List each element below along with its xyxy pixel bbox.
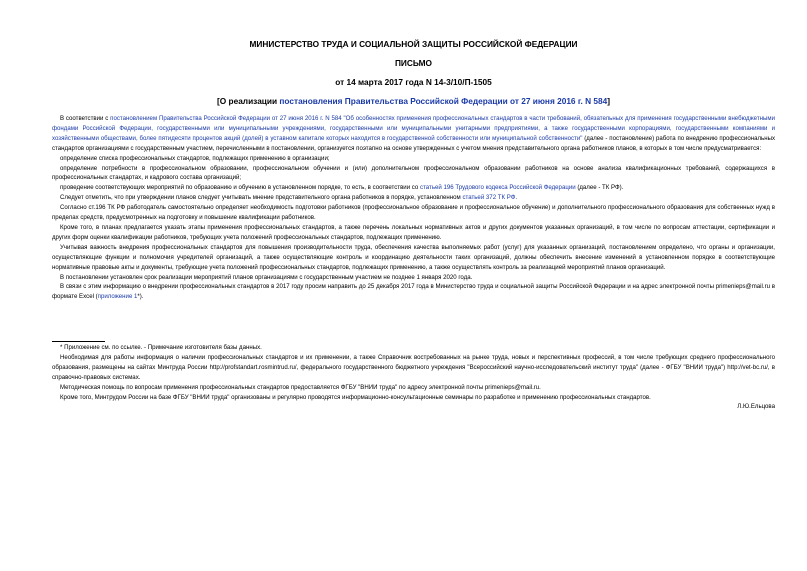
footnote-appendix: * Приложение см. по ссылке. - Примечание изготовителя базы данных. xyxy=(60,344,262,351)
paragraph-importance: Учитывая важность внедрения профессиональных стандартов для повышения производительности труда, обеспечения качества выполняемых работ (услуг) для указанных организаций, постановлением определено, что органы и организации, осуществляющие функции и полномочия учредителей организаций, а также осуществляющие контроль и координацию деятельности таких организаций, должны обеспечить внесение изменений в установленном порядке в соответствующие нормативные правовые акты и документы, требующие учета положений профессиональных стандартов, подлежащих применению, а также осуществлять контроль за реализацией мероприятий планов организаций. xyxy=(52,243,775,271)
article-372-link[interactable]: статьей 372 ТК РФ xyxy=(462,194,516,202)
footnote-seminars: Кроме того, Минтрудом России на базе ФГБУ "ВНИИ труда" организованы и регулярно проводятся информационно-консультационные семинары по разработке и применению профессиональных стандартов. xyxy=(60,393,651,401)
paragraph-request xyxy=(52,282,775,302)
text-run: *). xyxy=(137,293,144,301)
text-run: (далее - постановление) работа по внедрению профессиональных стандартов организациями с государственным участием, перечисленными в постановлении, организуется поэтапно на основе утвержденных с учетом мнения представительного органа работников планов, в которых в том числе предусматривается: xyxy=(52,134,775,152)
paragraph-list-item-1: определение списка профессиональных стандартов, подлежащих применению в организации; xyxy=(60,154,330,162)
text-run: . xyxy=(515,194,518,202)
document-subject xyxy=(52,96,775,106)
document-body xyxy=(52,114,775,302)
footnote-method-help: Методическая помощь по вопросам применения профессиональных стандартов предоставляется ФГБУ "ВНИИ труда" по адресу электронной почты primenieps@mail.ru. xyxy=(60,383,541,391)
subject-link[interactable]: постановления Правительства Российской Федерации от 27 июня 2016 г. N 584 xyxy=(279,96,608,106)
appendix-link[interactable]: приложение 1 xyxy=(97,293,138,301)
text-run: Следует отметить, что при утверждении планов следует учитывать мнение представительного органа работников в порядке, установленном xyxy=(60,194,463,202)
footnote-resources: Необходимая для работы информация о наличии профессиональных стандартов и их применении, а также Справочник востребованных на рынке труда, новых и перспективных профессий, в том числе требующих среднего профессионального образования, размещены на сайтах Минтруда России http://profstandart.rosmintrud.ru/, федерального государственного бюджетного учреждения "Всероссийский научно-исследовательский институт труда" (далее - ФГБУ "ВНИИ труда") http://vet-bc.ru/, в справочно-правовых системах. xyxy=(52,353,775,381)
subject-suffix: ] xyxy=(607,96,610,106)
paragraph-approval xyxy=(52,193,775,203)
paragraph-list-item-3 xyxy=(52,183,775,193)
article-196-link[interactable]: статьей 196 Трудового кодекса Российской Федерации xyxy=(420,184,576,192)
decree-link[interactable]: постановлением Правительства Российской Федерации от 27 июня 2016 г. N 584 "Об особенностях применения профессиональных стандартов в части требований, обязательных для применения государственными внебюджетными фондами Российской Федерации, государственными или муниципальными учреждениями, государственными или муниципальными унитарными предприятиями, а также государственными корпорациями, государственными компаниями и хозяйственными обществами, более пятидесяти процентов акций (долей) в уставном капитале которых находится в государственной собственности или муниципальной собственности" xyxy=(52,115,776,142)
text-run: (далее - ТК РФ). xyxy=(575,184,624,192)
document-type: ПИСЬМО xyxy=(394,58,433,68)
text-run: проведение соответствующих мероприятий по образованию и обучению в установленном порядке, то есть, в соответствии со xyxy=(60,184,421,192)
paragraph-intro xyxy=(52,114,775,154)
text-run: В связи с этим информацию о внедрении профессиональных стандартов в 2017 году просим направить до 25 декабря 2017 года в Министерство труда и социальной защиты Российской Федерации и на адрес электронной почты primenieps@mail.ru в формате Excel ( xyxy=(52,283,775,301)
paragraph-deadline: В постановлении установлен срок реализации мероприятий планов организациями с государственным участием не позднее 1 января 2020 года. xyxy=(60,273,473,281)
footnotes xyxy=(52,343,775,412)
subject-prefix: [О реализации xyxy=(216,96,280,106)
footnote-divider xyxy=(52,341,105,342)
signature: Л.Ю.Ельцова xyxy=(737,403,775,411)
paragraph-plans: Кроме того, в планах предлагается указать этапы применения профессиональных стандартов, а также перечень локальных нормативных актов и других документов указанных организаций, в том числе по вопросам аттестации, сертификации и других форм оценки квалификации работников, требующих учета положений профессиональных стандартов, подлежащих применению. xyxy=(52,223,775,241)
text-run: В соответствии с xyxy=(60,115,111,122)
ministry-heading: МИНИСТЕРСТВО ТРУДА И СОЦИАЛЬНОЙ ЗАЩИТЫ РОССИЙСКОЙ ФЕДЕРАЦИИ xyxy=(249,39,578,49)
paragraph-article-196: Согласно ст.196 ТК РФ работодатель самостоятельно определяет необходимость подготовки работников (профессиональное образование и профессиональное обучение) и дополнительного профессионального образования для собственных нужд в пределах средств, предусмотренных на подготовку и повышение квалификации работников. xyxy=(52,204,775,222)
paragraph-list-item-2: определение потребности в профессиональном образовании, профессиональном обучении и (или) дополнительном профессиональном образовании работников на основе анализа квалификационных требований, содержащихся в профессиональных стандартах, и кадрового состава организаций; xyxy=(52,164,775,182)
document-date-number: от 14 марта 2017 года N 14-3/10/П-1505 xyxy=(335,77,492,87)
